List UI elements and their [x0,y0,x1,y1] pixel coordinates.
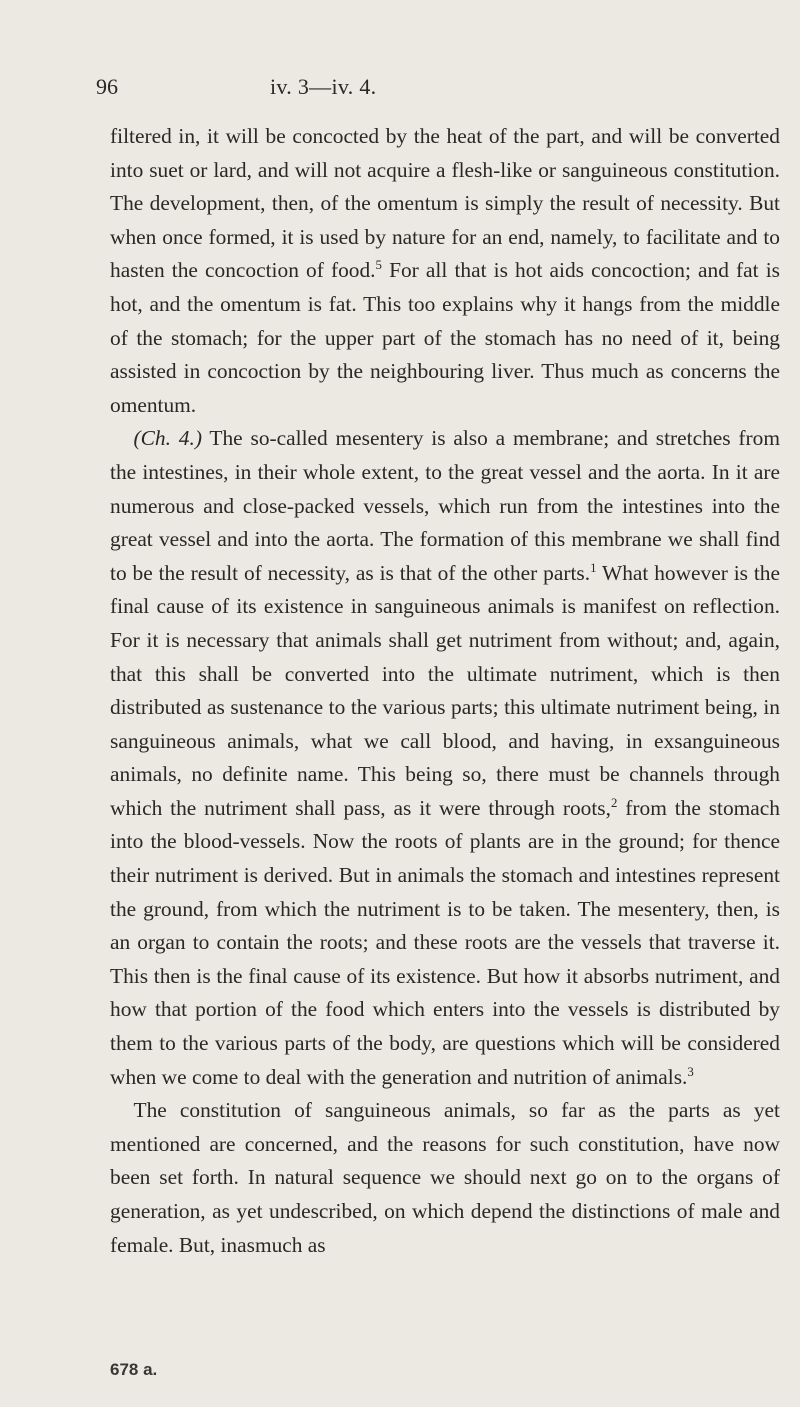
page-number: 96 [96,74,118,99]
text-segment: For all that is hot aids concoction; and fat is hot, and the omentum is fat. This too explains why it hangs from the middle of the stomach; for the upper part of the stomach has no need of it, being assisted in concoction by the neighbouring liver. Thus much as concerns the omentum. [110,258,780,417]
page-header [96,74,736,104]
paragraph [110,120,780,422]
paragraph [110,1094,780,1262]
running-head: iv. 3—iv. 4. [270,74,377,99]
printer-signature-mark: 678 a. [110,1360,158,1379]
footnote-marker: 2 [610,795,618,810]
text-segment: The so-called mesentery is also a membrane; and stretches from the intestines, in their whole extent, to the great vessel and the aorta. In it are numerous and close-packed vessels, which run from the intestines into the great vessel and into the aorta. The formation of this membrane we shall find to be the result of necessity, as is that of the other parts. [110,426,780,585]
footnote-marker: 5 [375,258,382,273]
chapter-marker: (Ch. 4.) [133,426,202,451]
text-segment: from the stomach into the blood-vessels. Now the roots of plants are in the ground; for thence their nutriment is derived. But in animals the stomach and intestines represent the ground, from which the nutriment is to be taken. The mesentery, then, is an organ to contain the roots; and these roots are the vessels that traverse it. This then is the final cause of its existence. But how it absorbs nutriment, and how that portion of the food which enters into the vessels is distributed by them to the various parts of the body, are questions which will be considered when we come to deal with the generation and nutrition of animals. [110,795,780,1089]
text-segment: The constitution of sanguineous animals, so far as the parts as yet mentioned are concerned, and the reasons for such constitution, have now been set forth. In natural sequence we should next go on to the organs of generation, as yet undescribed, on which depend the distinctions of male and female. But, inasmuch as [110,1098,780,1257]
text-segment: filtered in, it will be concocted by the heat of the part, and will be converted into suet or lard, and will not acquire a flesh-like or sanguineous constitution. The development, then, of the omentum is simply the result of necessity. But when once formed, it is used by nature for an end, namely, to facilitate and to hasten the concoction of food. [110,124,780,283]
text-segment: What however is the final cause of its existence in sanguineous animals is manifest on reflection. For it is necessary that animals shall get nutriment from without; and, again, that this shall be converted into the ultimate nutriment, which is then distributed as sustenance to the various parts; this ultimate nutriment being, in sanguineous animals, what we call blood, and having, in exsanguineous animals, no definite name. This being so, there must be channels through which the nutriment shall pass, as it were through roots, [110,560,780,820]
paragraph [110,422,780,1094]
body-text [110,120,780,1262]
footnote-marker: 1 [590,560,597,575]
footnote-marker: 3 [687,1064,694,1079]
